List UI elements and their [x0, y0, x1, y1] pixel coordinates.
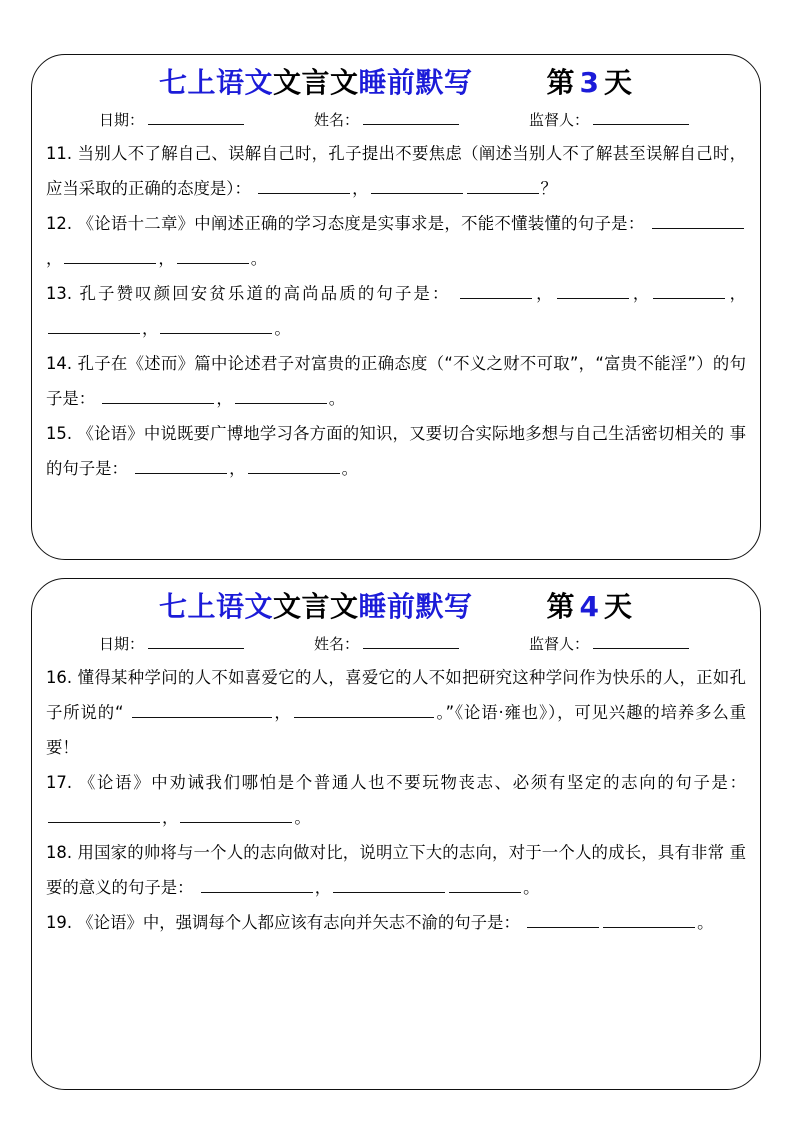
- meta-blank-date[interactable]: [148, 111, 244, 125]
- title-segment-blue-2: 睡前默写: [358, 66, 473, 99]
- answer-blank[interactable]: [603, 912, 695, 928]
- answer-blank[interactable]: [177, 248, 249, 264]
- question-number: 19.: [46, 913, 73, 933]
- card-day-label: [547, 591, 634, 623]
- meta-line: [58, 109, 734, 130]
- answer-blank[interactable]: [527, 912, 599, 928]
- day-prefix: 第: [546, 590, 576, 623]
- question-item: 11. 当别人不了解自己、误解自己时，孔子提出不要焦虑（阐述当别人不了解甚至误解自己时， 应当采取的正确的态度是）： ， ？: [46, 144, 746, 199]
- meta-field-supervisor: [529, 633, 693, 654]
- question-item: 14. 孔子在《述而》篇中论述君子对富贵的正确态度（“不义之财不可取”，“富贵不能淫”）的句子是： ， 。: [46, 354, 746, 409]
- meta-label-name: 姓名：: [313, 111, 359, 130]
- question-item: 12. 《论语十二章》中阐述正确的学习态度是实事求是，不能不懂装懂的句子是： ， ， 。: [46, 206, 746, 276]
- question-item: 15. 《论语》中说既要广博地学习各方面的知识，又要切合实际地多想与自己生活密切相关的 事的句子是： ， 。: [46, 424, 746, 479]
- question-item: 16. 懂得某种学问的人不如喜爱它的人，喜爱它的人不如把研究这种学问作为快乐的人，正如孔子所说的“ ， 。”《论语·雍也》），可见兴趣的培养多么重要！: [46, 668, 746, 758]
- title-segment-black-1: 文言文: [272, 590, 359, 623]
- question-number: 12.: [46, 214, 73, 234]
- answer-blank[interactable]: [235, 388, 327, 404]
- card-header: [32, 55, 760, 130]
- meta-blank-name[interactable]: [363, 635, 459, 649]
- answer-blank[interactable]: [652, 213, 744, 229]
- question-text: 《论语》中说既要广博地学习各方面的知识，又要切合实际地多想与自己生活密切相关的 事的句子是：: [46, 424, 746, 479]
- title-line: [58, 591, 734, 623]
- answer-blank[interactable]: [333, 877, 445, 893]
- answer-blank[interactable]: [64, 248, 156, 264]
- day-number: 4: [579, 590, 601, 623]
- question-text: 《论语》中，强调每个人都应该有志向并矢志不渝的句子是：: [77, 913, 520, 933]
- day-suffix: 天: [604, 66, 634, 99]
- answer-blank[interactable]: [467, 178, 539, 194]
- card-body: [32, 130, 760, 496]
- answer-blank[interactable]: [201, 877, 313, 893]
- question-tail: 。”《论语·雍也》），可见兴趣的培养多么重要！: [46, 703, 746, 758]
- card-title: [159, 67, 473, 99]
- day-prefix: 第: [546, 66, 576, 99]
- worksheet-card-day3: [31, 54, 761, 560]
- meta-blank-name[interactable]: [363, 111, 459, 125]
- meta-blank-supervisor[interactable]: [593, 111, 689, 125]
- answer-blank[interactable]: [557, 283, 629, 299]
- meta-field-supervisor: [529, 109, 693, 130]
- question-text: 《论语十二章》中阐述正确的学习态度是实事求是，不能不懂装懂的句子是：: [77, 214, 645, 234]
- question-number: 16.: [46, 668, 73, 688]
- meta-label-date: 日期：: [98, 635, 144, 654]
- question-text: 孔子赞叹颜回安贫乐道的高尚品质的句子是：: [79, 284, 451, 304]
- meta-field-date: [99, 633, 248, 654]
- question-tail: 。: [697, 913, 714, 933]
- meta-label-supervisor: 监督人：: [529, 111, 590, 130]
- question-number: 11.: [46, 144, 73, 164]
- answer-blank[interactable]: [371, 178, 463, 194]
- answer-blank[interactable]: [135, 458, 227, 474]
- question-text: 《论语》中劝诫我们哪怕是个普通人也不要玩物丧志、必须有坚定的志向的句子是：: [78, 773, 747, 793]
- question-tail: 。: [274, 319, 291, 339]
- question-number: 17.: [46, 773, 73, 793]
- question-number: 15.: [46, 424, 73, 444]
- title-segment-blue-1: 七上语文: [158, 590, 273, 623]
- answer-blank[interactable]: [132, 702, 272, 718]
- question-tail: 。: [250, 249, 268, 269]
- title-segment-blue-2: 睡前默写: [358, 590, 473, 623]
- question-item: 17. 《论语》中劝诫我们哪怕是个普通人也不要玩物丧志、必须有坚定的志向的句子是： ， 。: [46, 773, 747, 828]
- card-header: [32, 579, 760, 654]
- answer-blank[interactable]: [248, 458, 340, 474]
- card-title: [159, 591, 473, 623]
- meta-label-supervisor: 监督人：: [529, 635, 590, 654]
- question-item: [46, 905, 746, 940]
- question-number: 18.: [46, 843, 73, 863]
- title-line: [58, 67, 734, 99]
- answer-blank[interactable]: [258, 178, 350, 194]
- meta-field-date: [99, 109, 248, 130]
- card-body: [32, 654, 760, 950]
- meta-field-name: [314, 633, 463, 654]
- worksheet-card-day4: [31, 578, 761, 1090]
- answer-blank[interactable]: [48, 318, 140, 334]
- meta-label-name: 姓名：: [313, 635, 359, 654]
- day-number: 3: [579, 66, 601, 99]
- question-tail: 。: [294, 808, 311, 828]
- meta-label-date: 日期：: [98, 111, 144, 130]
- question-number: 14.: [46, 354, 73, 374]
- answer-blank[interactable]: [653, 283, 725, 299]
- meta-blank-date[interactable]: [148, 635, 244, 649]
- question-tail: ？: [540, 179, 557, 199]
- meta-blank-supervisor[interactable]: [593, 635, 689, 649]
- question-tail: 。: [328, 389, 346, 409]
- answer-blank[interactable]: [449, 877, 521, 893]
- title-segment-black-1: 文言文: [272, 66, 359, 99]
- question-number: 13.: [46, 284, 73, 304]
- answer-blank[interactable]: [180, 807, 292, 823]
- title-segment-blue-1: 七上语文: [158, 66, 273, 99]
- card-day-label: [547, 67, 634, 99]
- question-text: 懂得某种学问的人不如喜爱它的人，喜爱它的人不如把研究这种学问作为快乐的人，正如孔子所说的“: [46, 668, 746, 723]
- question-text: 孔子在《述而》篇中论述君子对富贵的正确态度（“不义之财不可取”，“富贵不能淫”）的句子是：: [46, 354, 746, 409]
- answer-blank[interactable]: [160, 318, 272, 334]
- answer-blank[interactable]: [102, 388, 214, 404]
- meta-line: [58, 633, 734, 654]
- question-text: 用国家的帅将与一个人的志向做对比，说明立下大的志向，对于一个人的成长，具有非常 重要的意义的句子是：: [46, 843, 746, 898]
- meta-field-name: [314, 109, 463, 130]
- answer-blank[interactable]: [48, 807, 160, 823]
- question-item: 18. 用国家的帅将与一个人的志向做对比，说明立下大的志向，对于一个人的成长，具有非常 重要的意义的句子是： ， 。: [46, 843, 746, 898]
- question-item: 13. 孔子赞叹颜回安贫乐道的高尚品质的句子是： ， ， ，， 。: [46, 284, 747, 339]
- question-tail: 。: [341, 459, 358, 479]
- day-suffix: 天: [604, 590, 634, 623]
- answer-blank[interactable]: [460, 283, 532, 299]
- answer-blank[interactable]: [294, 702, 434, 718]
- question-text: 当别人不了解自己、误解自己时，孔子提出不要焦虑（阐述当别人不了解甚至误解自己时， 应当采取的正确的态度是）：: [46, 144, 746, 199]
- question-tail: 。: [523, 878, 540, 898]
